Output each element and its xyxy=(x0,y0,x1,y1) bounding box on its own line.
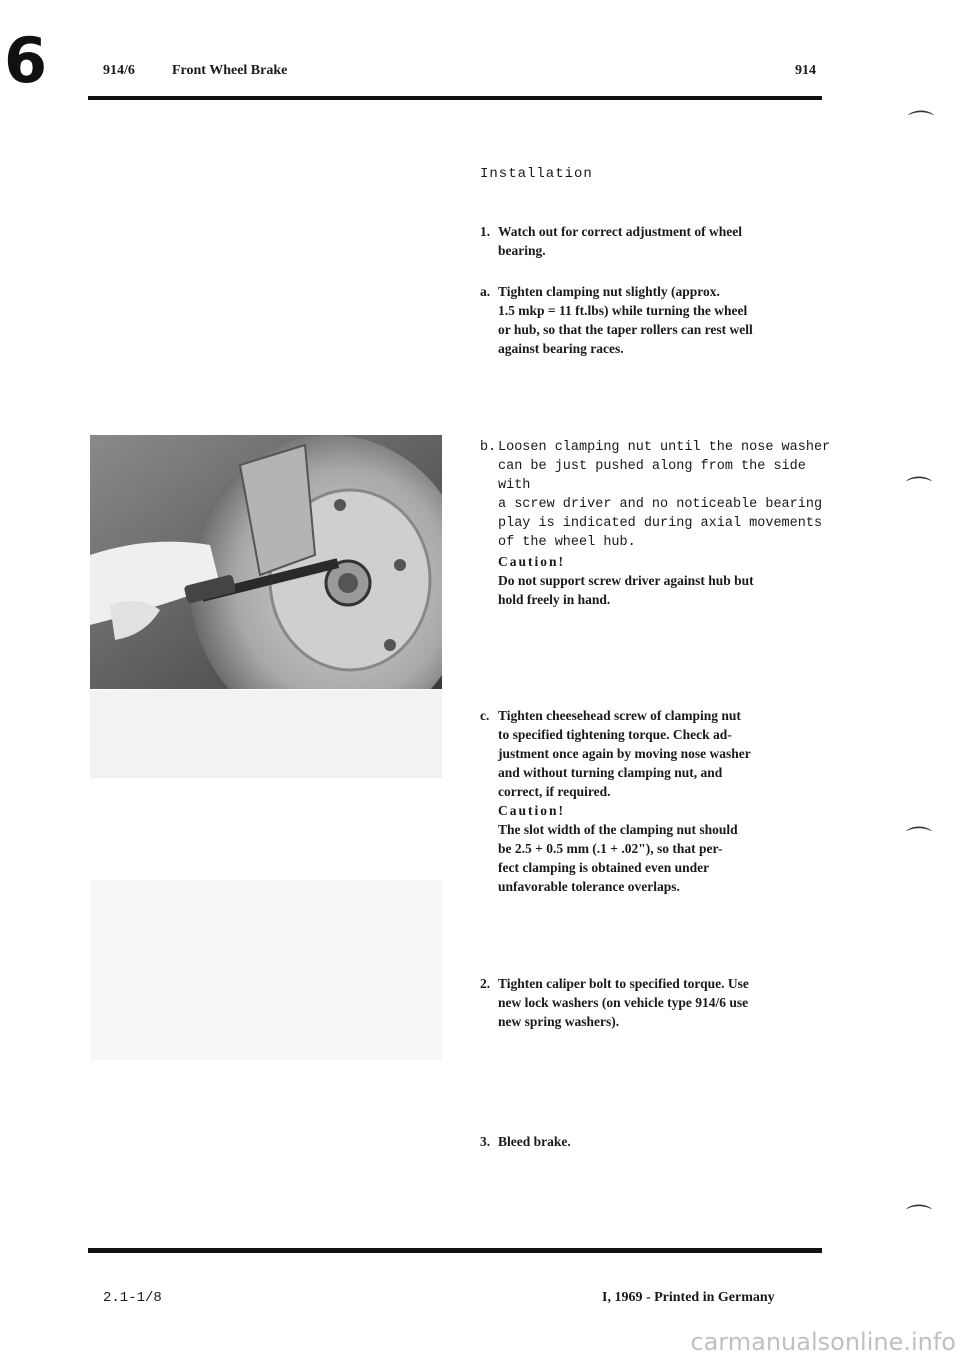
step-1-line: Watch out for correct adjustment of wheel xyxy=(498,224,742,239)
step-3 xyxy=(480,1132,840,1151)
step-1-number: 1. xyxy=(480,224,491,239)
step-2-line: new lock washers (on vehicle type 914/6 use xyxy=(498,995,749,1010)
step-2-line: Tighten caliper bolt to specified torque. Use xyxy=(498,976,749,991)
caution-label: Caution! xyxy=(498,554,566,569)
step-2-number: 2. xyxy=(480,976,491,991)
step-1c-line: and without turning clamping nut, and xyxy=(498,765,723,780)
step-2-line: new spring washers). xyxy=(498,1014,620,1029)
binder-mark-icon: ⌒ xyxy=(908,110,935,140)
step-3-text: Bleed brake. xyxy=(498,1134,571,1149)
binder-mark-icon: ⌒ xyxy=(906,1204,933,1234)
footer-edition: I, 1969 - Printed in Germany xyxy=(602,1290,775,1305)
section-number: 6 xyxy=(4,24,46,97)
footer-rule xyxy=(88,1248,822,1253)
step-1a-line: or hub, so that the taper rollers can rest well xyxy=(498,322,753,337)
caution-line: unfavorable tolerance overlaps. xyxy=(498,879,680,894)
step-1a xyxy=(480,282,840,358)
step-1c-number: c. xyxy=(480,708,490,723)
step-1 xyxy=(480,222,840,260)
faded-area xyxy=(90,880,442,1060)
step-1c-line: justment once again by moving nose washer xyxy=(498,746,751,761)
step-1b-line: of the wheel hub. xyxy=(498,535,636,550)
step-1a-line: Tighten clamping nut slightly (approx. xyxy=(498,284,720,299)
step-1b-line: Loosen clamping nut until the nose washer xyxy=(498,440,831,455)
header-model: 914/6 xyxy=(103,63,135,78)
step-1c xyxy=(480,706,840,896)
faded-area xyxy=(90,690,442,778)
step-1b-line: can be just pushed along from the side with xyxy=(498,459,806,493)
screwdriver-hub-illustration xyxy=(90,435,442,689)
step-1a-line: against bearing races. xyxy=(498,341,624,356)
step-1b xyxy=(480,438,840,609)
step-1c-line: to specified tightening torque. Check ad- xyxy=(498,727,732,742)
step-1-line: bearing. xyxy=(498,243,546,258)
header-rule xyxy=(88,96,822,100)
step-1c-line: Tighten cheesehead screw of clamping nut xyxy=(498,708,741,723)
section-heading: Installation xyxy=(480,166,593,182)
caution-line: fect clamping is obtained even under xyxy=(498,860,710,875)
step-1a-line: 1.5 mkp = 11 ft.lbs) while turning the wheel xyxy=(498,303,748,318)
caution-line: Do not support screw driver against hub but xyxy=(498,573,754,588)
step-1c-line: correct, if required. xyxy=(498,784,611,799)
binder-mark-icon: ⌒ xyxy=(906,476,933,506)
brake-hub-photo xyxy=(90,435,442,689)
caution-line: hold freely in hand. xyxy=(498,592,611,607)
header-title: Front Wheel Brake xyxy=(172,63,288,78)
step-3-number: 3. xyxy=(480,1134,491,1149)
step-1b-line: play is indicated during axial movements xyxy=(498,516,823,531)
step-1b-line: a screw driver and no noticeable bearing xyxy=(498,497,823,512)
watermark: carmanualsonline.info xyxy=(690,1328,956,1356)
caution-line: be 2.5 + 0.5 mm (.1 + .02"), so that per- xyxy=(498,841,723,856)
step-1b-number: b. xyxy=(480,440,497,455)
step-1a-number: a. xyxy=(480,284,491,299)
footer-page-ref: 2.1-1/8 xyxy=(103,1290,162,1306)
binder-mark-icon: ⌒ xyxy=(906,826,933,856)
caution-line: The slot width of the clamping nut should xyxy=(498,822,738,837)
caution-label: Caution! xyxy=(498,803,566,818)
step-2 xyxy=(480,974,840,1031)
header-page-label: 914 xyxy=(795,63,816,78)
